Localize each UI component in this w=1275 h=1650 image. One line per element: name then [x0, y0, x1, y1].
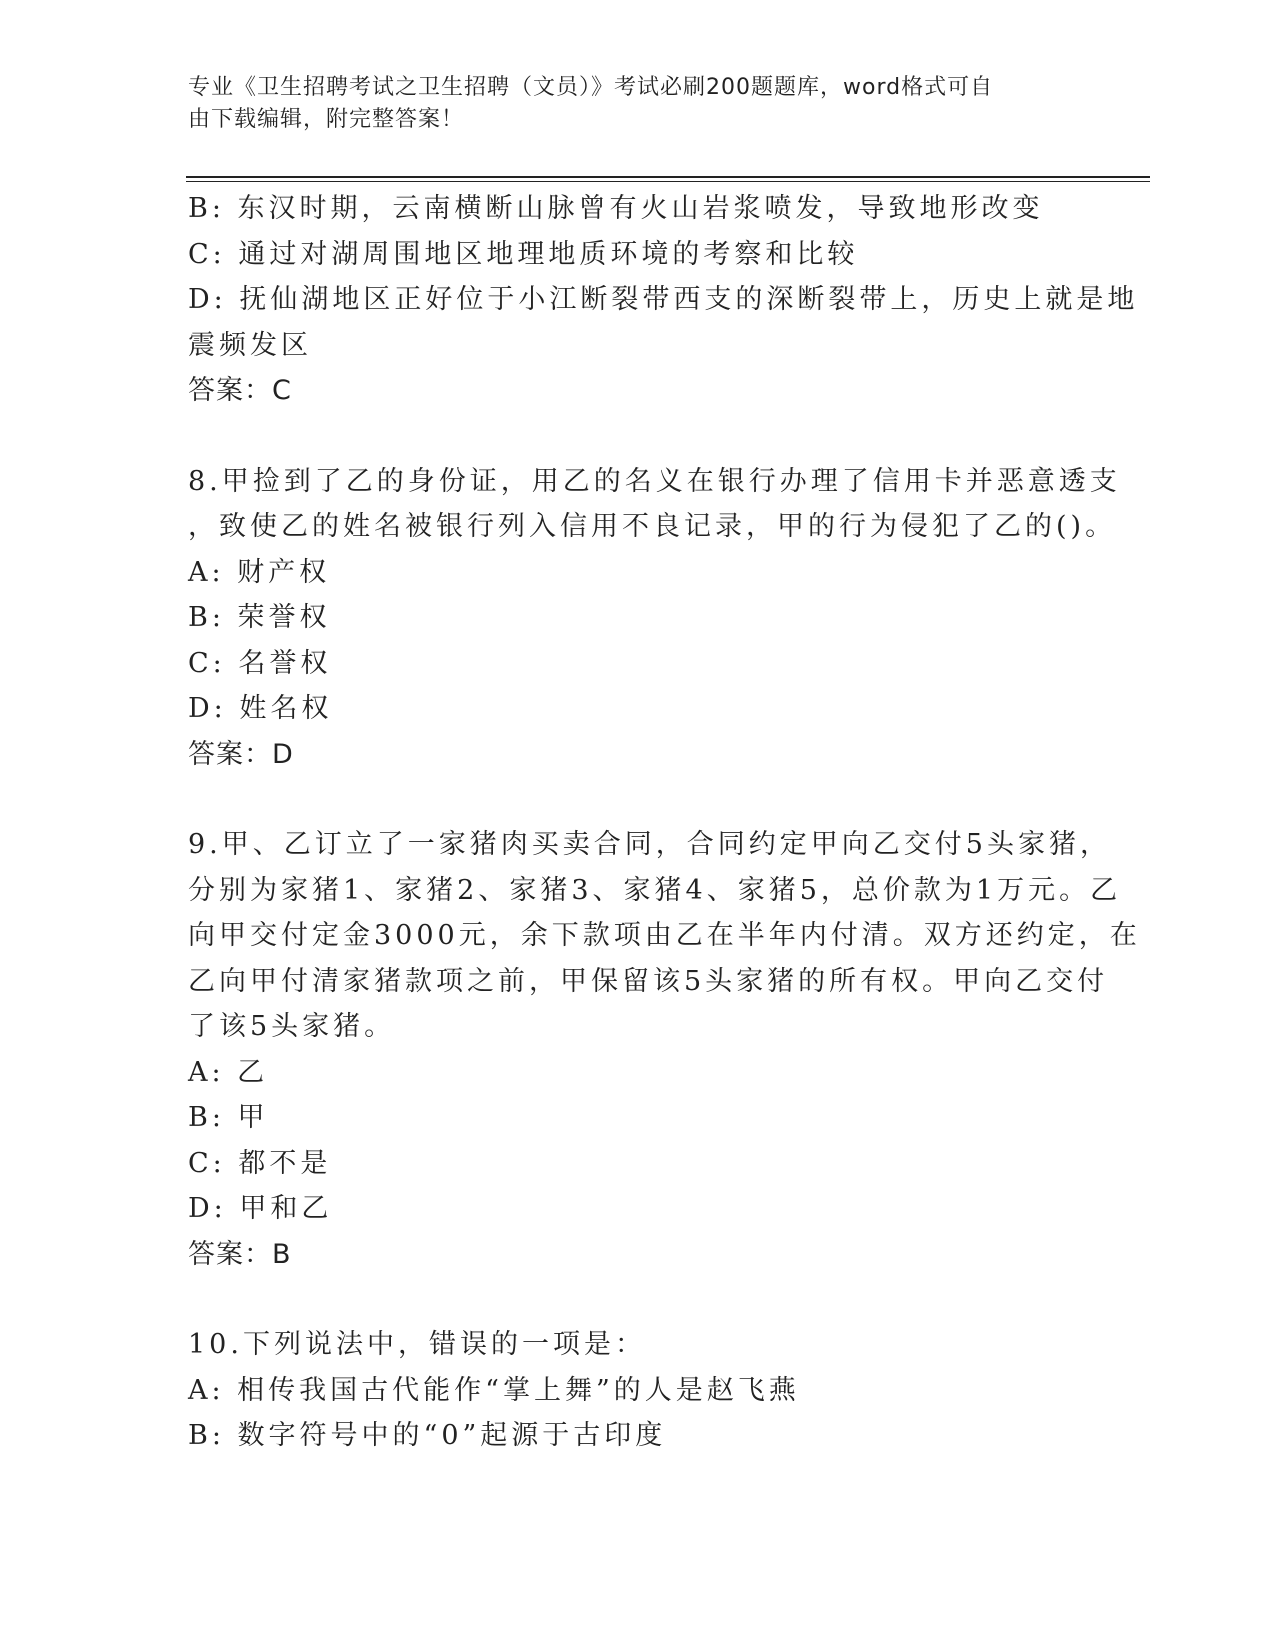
- option-d: D: 抚仙湖地区正好位于小江断裂带西支的深断裂带上，历史上就是地: [188, 284, 1139, 315]
- question-list: [188, 186, 1141, 1459]
- option-d: D: 姓名权: [188, 693, 333, 724]
- spacer: [188, 777, 1088, 822]
- option-c: C: 名誉权: [188, 647, 332, 679]
- question-text-continued: 分别为家猪1、家猪2、家猪3、家猪4、家猪5，总价款为1万元。乙: [188, 874, 1122, 906]
- header-line-2: 由下载编辑，附完整答案！: [188, 107, 465, 132]
- option-d-continued: 震频发区: [188, 329, 312, 361]
- question-text: 8.甲捡到了乙的身份证，用乙的名义在银行办理了信用卡并恶意透支: [188, 465, 1121, 497]
- option-a: A: 乙: [188, 1056, 269, 1088]
- option-c: C: 都不是: [188, 1147, 332, 1179]
- option-d: D: 甲和乙: [188, 1193, 333, 1224]
- question-9: [188, 822, 1141, 1277]
- question-text: 10.下列说法中，错误的一项是：: [188, 1329, 646, 1360]
- spacer: [188, 1277, 1088, 1322]
- option-c: C: 通过对湖周围地区地理地质环境的考察和比较: [188, 238, 859, 270]
- answer-label: 答案：D: [188, 738, 294, 770]
- answer-label: 答案：C: [188, 375, 292, 406]
- document-header: [188, 72, 1068, 136]
- option-a: A: 相传我国古代能作“掌上舞”的人是赵飞燕: [188, 1374, 800, 1406]
- question-7-continued: [188, 186, 1139, 414]
- question-text-continued: 向甲交付定金3000元，余下款项由乙在半年内付清。双方还约定，在: [188, 920, 1141, 951]
- option-b: B: 荣誉权: [188, 602, 331, 633]
- option-a: A: 财产权: [188, 556, 331, 588]
- question-8: [188, 459, 1121, 778]
- header-line-1: 专业《卫生招聘考试之卫生招聘（文员）》考试必刷200题题库，word格式可自: [188, 75, 994, 100]
- option-b: B: 数字符号中的“0”起源于古印度: [188, 1420, 667, 1451]
- header-divider: [186, 176, 1150, 182]
- question-text-continued: 了该5头家猪。: [188, 1011, 396, 1042]
- question-text: 9.甲、乙订立了一家猪肉买卖合同，合同约定甲向乙交付5头家猪，: [188, 829, 1111, 860]
- question-text-continued: ，致使乙的姓名被银行列入信用不良记录，甲的行为侵犯了乙的()。: [188, 511, 1117, 542]
- answer-label: 答案：B: [188, 1238, 292, 1270]
- question-text-continued: 乙向甲付清家猪款项之前，甲保留该5头家猪的所有权。甲向乙交付: [188, 965, 1109, 997]
- option-b: B: 甲: [188, 1102, 269, 1133]
- option-b: B: 东汉时期，云南横断山脉曾有火山岩浆喷发，导致地形改变: [188, 193, 1044, 224]
- spacer: [188, 414, 1088, 459]
- question-10: [188, 1322, 1088, 1459]
